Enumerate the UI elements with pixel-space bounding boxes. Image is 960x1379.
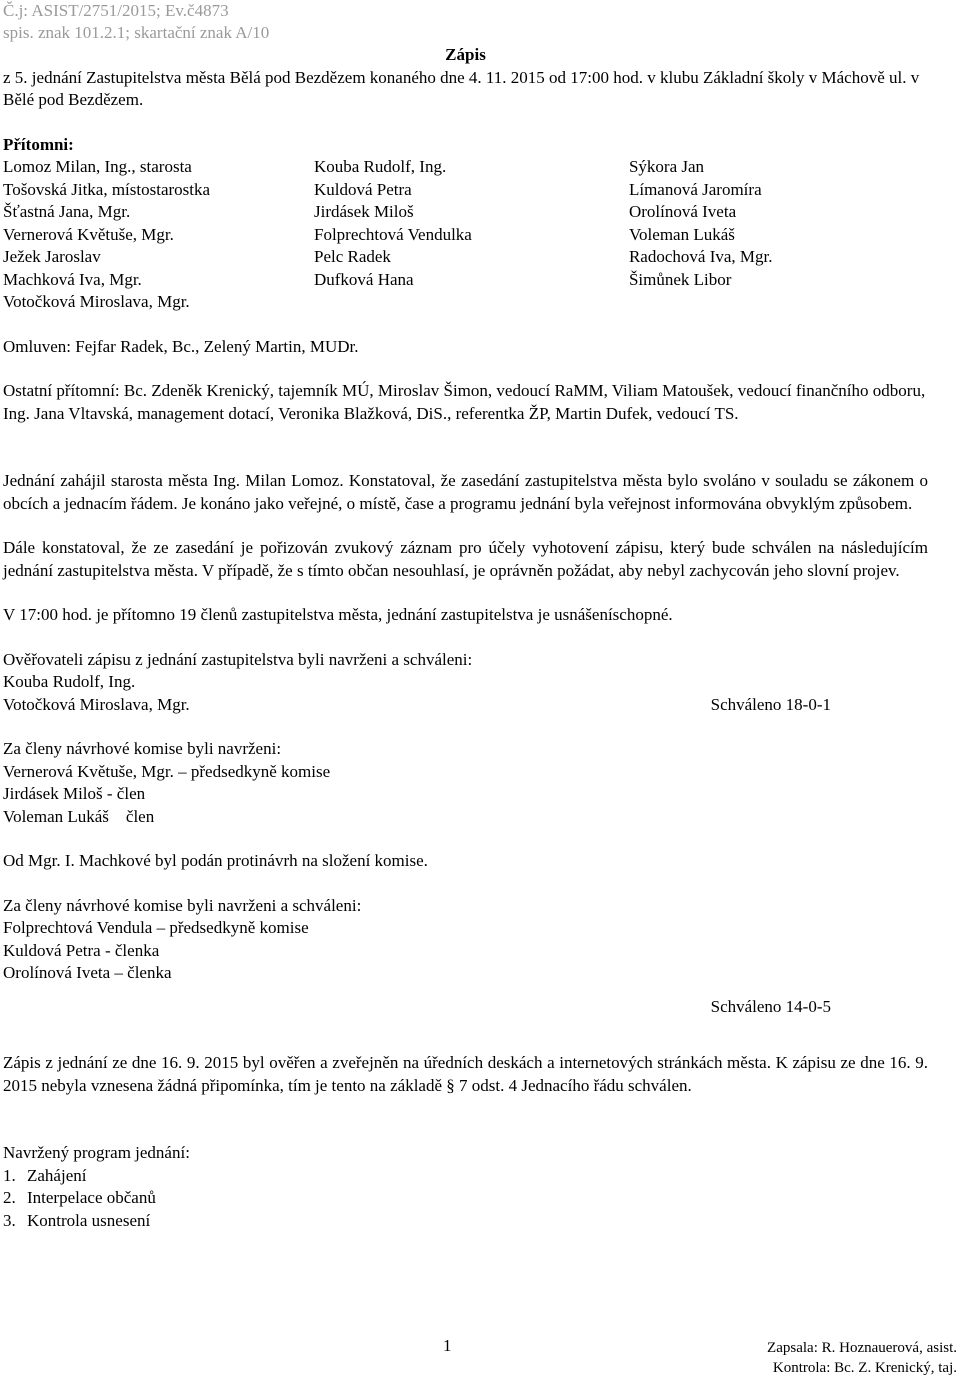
document-page: [3, 0, 928, 1232]
present-name: Voleman Lukáš: [628, 224, 735, 244]
present-name: Votočková Miroslava, Mgr.: [3, 292, 190, 311]
committee-member: Kuldová Petra - členka: [3, 940, 160, 960]
approval-result: Schváleno 18-0-1: [710, 694, 831, 714]
committee-member: Jirdásek Miloš - člen: [3, 784, 146, 803]
present-name: Ježek Jaroslav: [3, 247, 101, 266]
quorum-paragraph: V 17:00 hod. je přítomno 19 členů zastupitelstva města, jednání zastupitelstva je usnášeníschopné.: [3, 605, 673, 624]
footer-signatures: [767, 1338, 957, 1378]
approval-row: [3, 996, 928, 1019]
present-name: Límanová Jaromíra: [628, 179, 762, 199]
present-columns: [3, 156, 928, 314]
opening-paragraph: Jednání zahájil starosta města Ing. Milan Lomoz. Konstatoval, že zasedání zastupitelstva města bylo svoláno v souladu se zákonem o obcích a jednacím řádem. Je konáno jako veřejné, o místě, čase a programu jednání byla veřejnost informována obvyklým způsobem.: [3, 471, 928, 513]
verifiers-heading: Ověřovateli zápisu z jednání zastupitelstva byli navrženi a schváleni:: [3, 649, 473, 669]
present-name: Machková Iva, Mgr.: [3, 269, 142, 289]
program-item: [3, 1210, 928, 1233]
committee-approved-section: [3, 895, 928, 1019]
committee-proposal-section: [3, 738, 928, 828]
present-label: Přítomni:: [3, 134, 74, 154]
previous-minutes-paragraph: Zápis z jednání ze dne 16. 9. 2015 byl ověřen a zveřejněn na úředních deskách a internetových stránkách města. K zápisu ze dne 16. 9. 2015 nebyla vznesena žádná připomínka, tím je tento na základě § 7 odst. 4 Jednacího řádu schválen.: [3, 1053, 928, 1095]
present-name: Sýkora Jan: [628, 157, 705, 176]
present-name: Jirdásek Miloš: [313, 202, 414, 221]
program-section: [3, 1142, 928, 1232]
committee-heading: Za členy návrhové komise byli navrženi a schváleni:: [3, 895, 362, 915]
program-item: [3, 1187, 928, 1210]
present-name: Dufková Hana: [313, 269, 414, 289]
page-footer: [0, 1334, 960, 1379]
present-column-1: [3, 156, 314, 314]
present-column-2: [314, 156, 629, 314]
reference-line-2: spis. znak 101.2.1; skartační znak A/10: [3, 23, 270, 42]
program-item-text: Zahájení: [27, 1165, 87, 1185]
present-name: Kouba Rudolf, Ing.: [313, 157, 447, 176]
reference-line-1: Č.j: ASIST/2751/2015; Ev.č4873: [3, 1, 229, 20]
excused-line: Omluven: Fejfar Radek, Bc., Zelený Martin, MUDr.: [3, 336, 359, 356]
present-name: Tošovská Jitka, místostarostka: [3, 179, 211, 199]
meeting-intro: z 5. jednání Zastupitelstva města Bělá pod Bezdězem konaného dne 4. 11. 2015 od 17:00 hod. v klubu Základní školy v Máchově ul. v Bělé pod Bezdězem.: [3, 67, 920, 109]
present-name: Šimůnek Libor: [628, 269, 732, 289]
present-name: Radochová Iva, Mgr.: [628, 247, 773, 266]
present-name: Lomoz Milan, Ing., starosta: [3, 157, 192, 176]
committee-member: Vernerová Květuše, Mgr. – předsedkyně komise: [3, 761, 331, 781]
verifier-name: Votočková Miroslava, Mgr.: [3, 694, 190, 714]
committee-member: Orolínová Iveta – členka: [3, 963, 172, 982]
written-by: Zapsala: R. Hoznauerová, asist.: [767, 1340, 957, 1356]
recording-paragraph: Dále konstatoval, že ze zasedání je pořizován zvukový záznam pro účely vyhotovení zápisu, který bude schválen na následujícím jednání zastupitelstva města. V případě, že s tímto občan nesouhlasí, je oprávněn požádat, aby nebyl zachycován jeho slovní projev.: [3, 538, 928, 580]
program-item-number: 1.: [3, 1165, 16, 1185]
checked-by: Kontrola: Bc. Z. Krenický, taj.: [772, 1360, 957, 1376]
program-item-number: 2.: [3, 1188, 16, 1207]
present-name: Kuldová Petra: [313, 179, 412, 199]
present-name: Šťastná Jana, Mgr.: [3, 202, 131, 221]
program-item-text: Kontrola usnesení: [27, 1210, 151, 1230]
present-section: [3, 134, 928, 314]
others-present: Ostatní přítomní: Bc. Zdeněk Krenický, tajemník MÚ, Miroslav Šimon, vedoucí RaMM, Viliam Matoušek, vedoucí finančního odboru, Ing. Jana Vltavská, management dotací, Veronika Blažková, DiS., referentka ŽP, Martin Dufek, vedoucí TS.: [3, 381, 926, 423]
committee-member: Folprechtová Vendula – předsedkyně komise: [3, 918, 309, 937]
present-name: Folprechtová Vendulka: [313, 224, 472, 244]
document-title: Zápis: [445, 45, 486, 64]
document-reference: [3, 0, 928, 44]
program-item-number: 3.: [3, 1210, 16, 1230]
verifier-name: Kouba Rudolf, Ing.: [3, 672, 136, 691]
approval-result: Schváleno 14-0-5: [710, 996, 831, 1016]
present-name: Vernerová Květuše, Mgr.: [3, 224, 174, 244]
present-name: Orolínová Iveta: [628, 202, 737, 221]
page-number: 1: [443, 1336, 452, 1355]
committee-member: Voleman Lukáš člen: [3, 806, 155, 826]
program-item-text: Interpelace občanů: [27, 1188, 156, 1207]
present-name: Pelc Radek: [313, 247, 391, 266]
present-column-3: [629, 156, 928, 314]
program-item: [3, 1165, 928, 1188]
program-heading: Navržený program jednání:: [3, 1143, 190, 1162]
committee-heading: Za členy návrhové komise byli navrženi:: [3, 739, 282, 758]
verifier-row: [3, 694, 928, 717]
verifiers-section: [3, 649, 928, 717]
counterproposal-line: Od Mgr. I. Machkové byl podán protinávrh na složení komise.: [3, 851, 428, 870]
